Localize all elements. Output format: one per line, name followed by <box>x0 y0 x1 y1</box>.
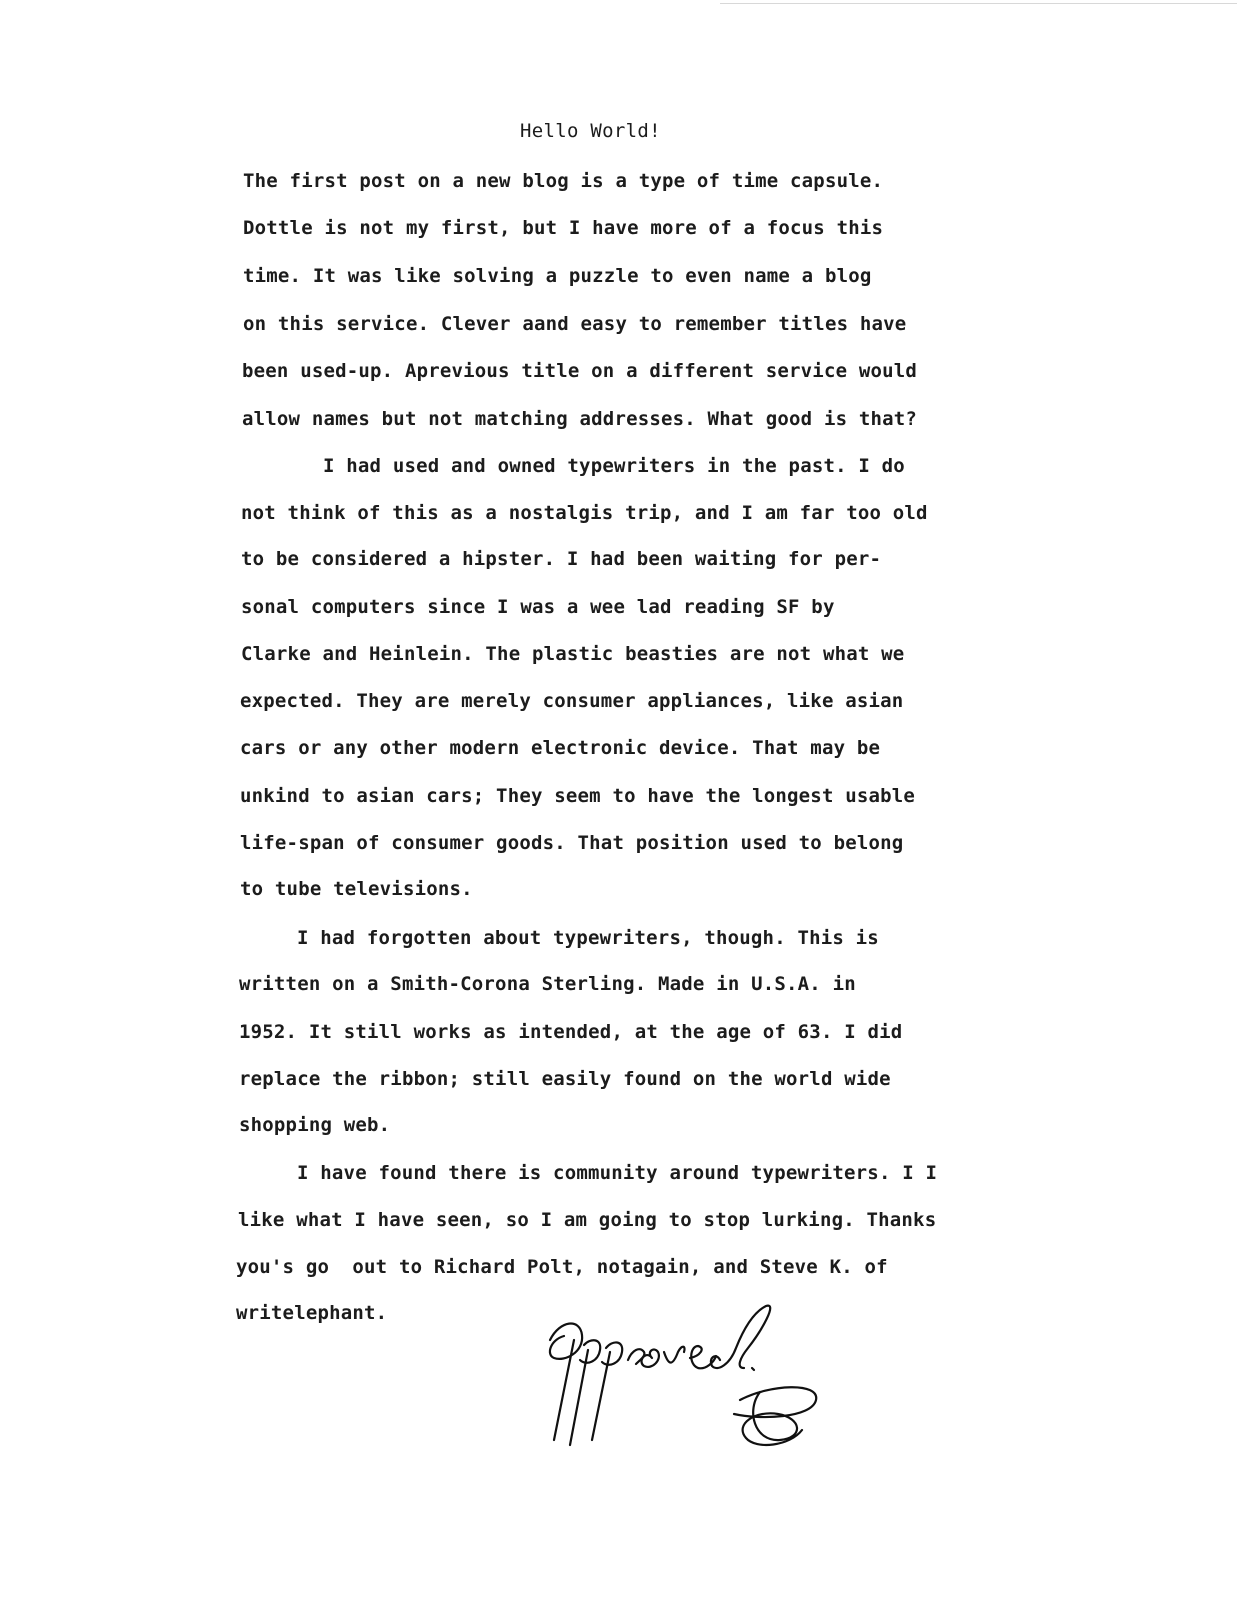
letter-line: life-span of consumer goods. That position used to belong <box>240 832 904 854</box>
letter-line: I had forgotten about typewriters, though. This is <box>297 927 879 949</box>
letter-line: time. It was like solving a puzzle to even name a blog <box>243 265 872 287</box>
letter-line: I had used and owned typewriters in the past. I do <box>323 455 905 477</box>
letter-line: written on a Smith-Corona Sterling. Made in U.S.A. in <box>239 973 856 995</box>
letter-line: The first post on a new blog is a type of time capsule. <box>243 170 884 192</box>
letter-line: been used-up. Aprevious title on a different service would <box>242 360 918 382</box>
letter-line: to be considered a hipster. I had been waiting for per- <box>241 548 882 570</box>
letter-line: shopping web. <box>239 1114 391 1136</box>
letter-line: sonal computers since I was a wee lad reading SF by <box>241 596 835 618</box>
letter-line: writelephant. <box>236 1302 388 1324</box>
letter-line: I have found there is community around typewriters. I I <box>297 1162 938 1184</box>
letter-line: allow names but not matching addresses. What good is that? <box>242 408 918 430</box>
letter-line: replace the ribbon; still easily found on the world wide <box>239 1068 891 1090</box>
letter-line: to tube televisions. <box>240 878 473 900</box>
letter-line: unkind to asian cars; They seem to have the longest usable <box>240 785 916 807</box>
letter-line: cars or any other modern electronic device. That may be <box>240 737 881 759</box>
letter-line: expected. They are merely consumer appliances, like asian <box>240 690 904 712</box>
letter-line: Clarke and Heinlein. The plastic beasties are not what we <box>241 643 905 665</box>
letter-title: Hello World! <box>520 120 661 142</box>
letter-line: on this service. Clever aand easy to remember titles have <box>243 313 907 335</box>
letter-line: Dottle is not my first, but I have more of a focus this <box>243 217 884 239</box>
letter-line: 1952. It still works as intended, at the age of 63. I did <box>239 1021 903 1043</box>
letter-line: not think of this as a nostalgis trip, and I am far too old <box>241 502 928 524</box>
letter-line: you's go out to Richard Polt, notagain, and Steve K. of <box>236 1256 888 1278</box>
handwritten-signature <box>540 1300 880 1470</box>
letter-line: like what I have seen, so I am going to stop lurking. Thanks <box>238 1209 937 1231</box>
